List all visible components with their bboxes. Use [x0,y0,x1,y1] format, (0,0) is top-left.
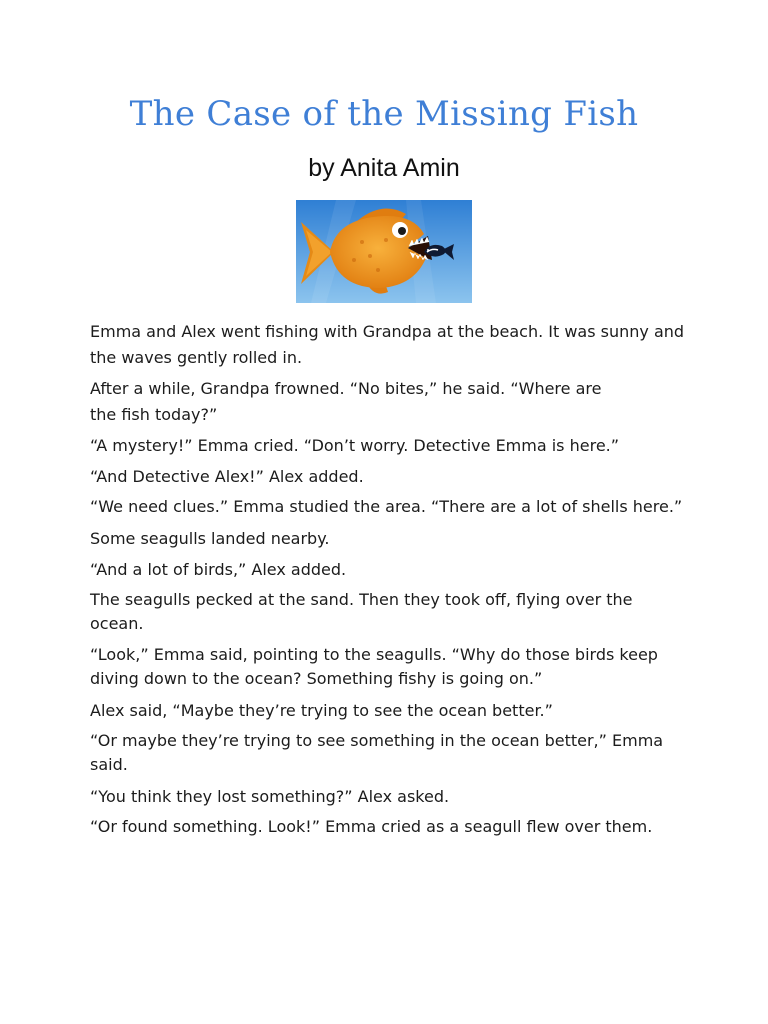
story-paragraph: “And a lot of birds,” Alex added. [90,560,347,579]
story-paragraph: Emma and Alex went fishing with Grandpa at the beach. It was sunny and the waves gently rolled in. [90,322,685,367]
story-paragraph: “A mystery!” Emma cried. “Don’t worry. Detective Emma is here.” [90,436,620,455]
story-paragraph: “You think they lost something?” Alex asked. [90,787,450,806]
story-paragraph: “Look,” Emma said, pointing to the seagulls. “Why do those birds keep diving down to the ocean? Something fishy is going on.” [90,645,658,688]
story-paragraph: The seagulls pecked at the sand. Then they took off, flying over the ocean. [90,590,633,633]
author-byline: by Anita Amin [308,154,460,182]
orange-fish-illustration-icon [296,200,472,303]
story-paragraph: “Or found something. Look!” Emma cried as a seagull flew over them. [90,817,653,836]
story-paragraph: After a while, Grandpa frowned. “No bites,” he said. “Where are the fish today?” [90,379,602,424]
story-body [90,319,690,846]
story-paragraph: “We need clues.” Emma studied the area. “There are a lot of shells here.” [90,497,683,516]
document-title: The Case of the Missing Fish [129,94,639,134]
story-paragraph: “Or maybe they’re trying to see something in the ocean better,” Emma said. [90,731,664,774]
story-paragraph: Alex said, “Maybe they’re trying to see the ocean better.” [90,701,553,720]
story-paragraph: “And Detective Alex!” Alex added. [90,467,364,486]
story-paragraph: Some seagulls landed nearby. [90,529,330,548]
